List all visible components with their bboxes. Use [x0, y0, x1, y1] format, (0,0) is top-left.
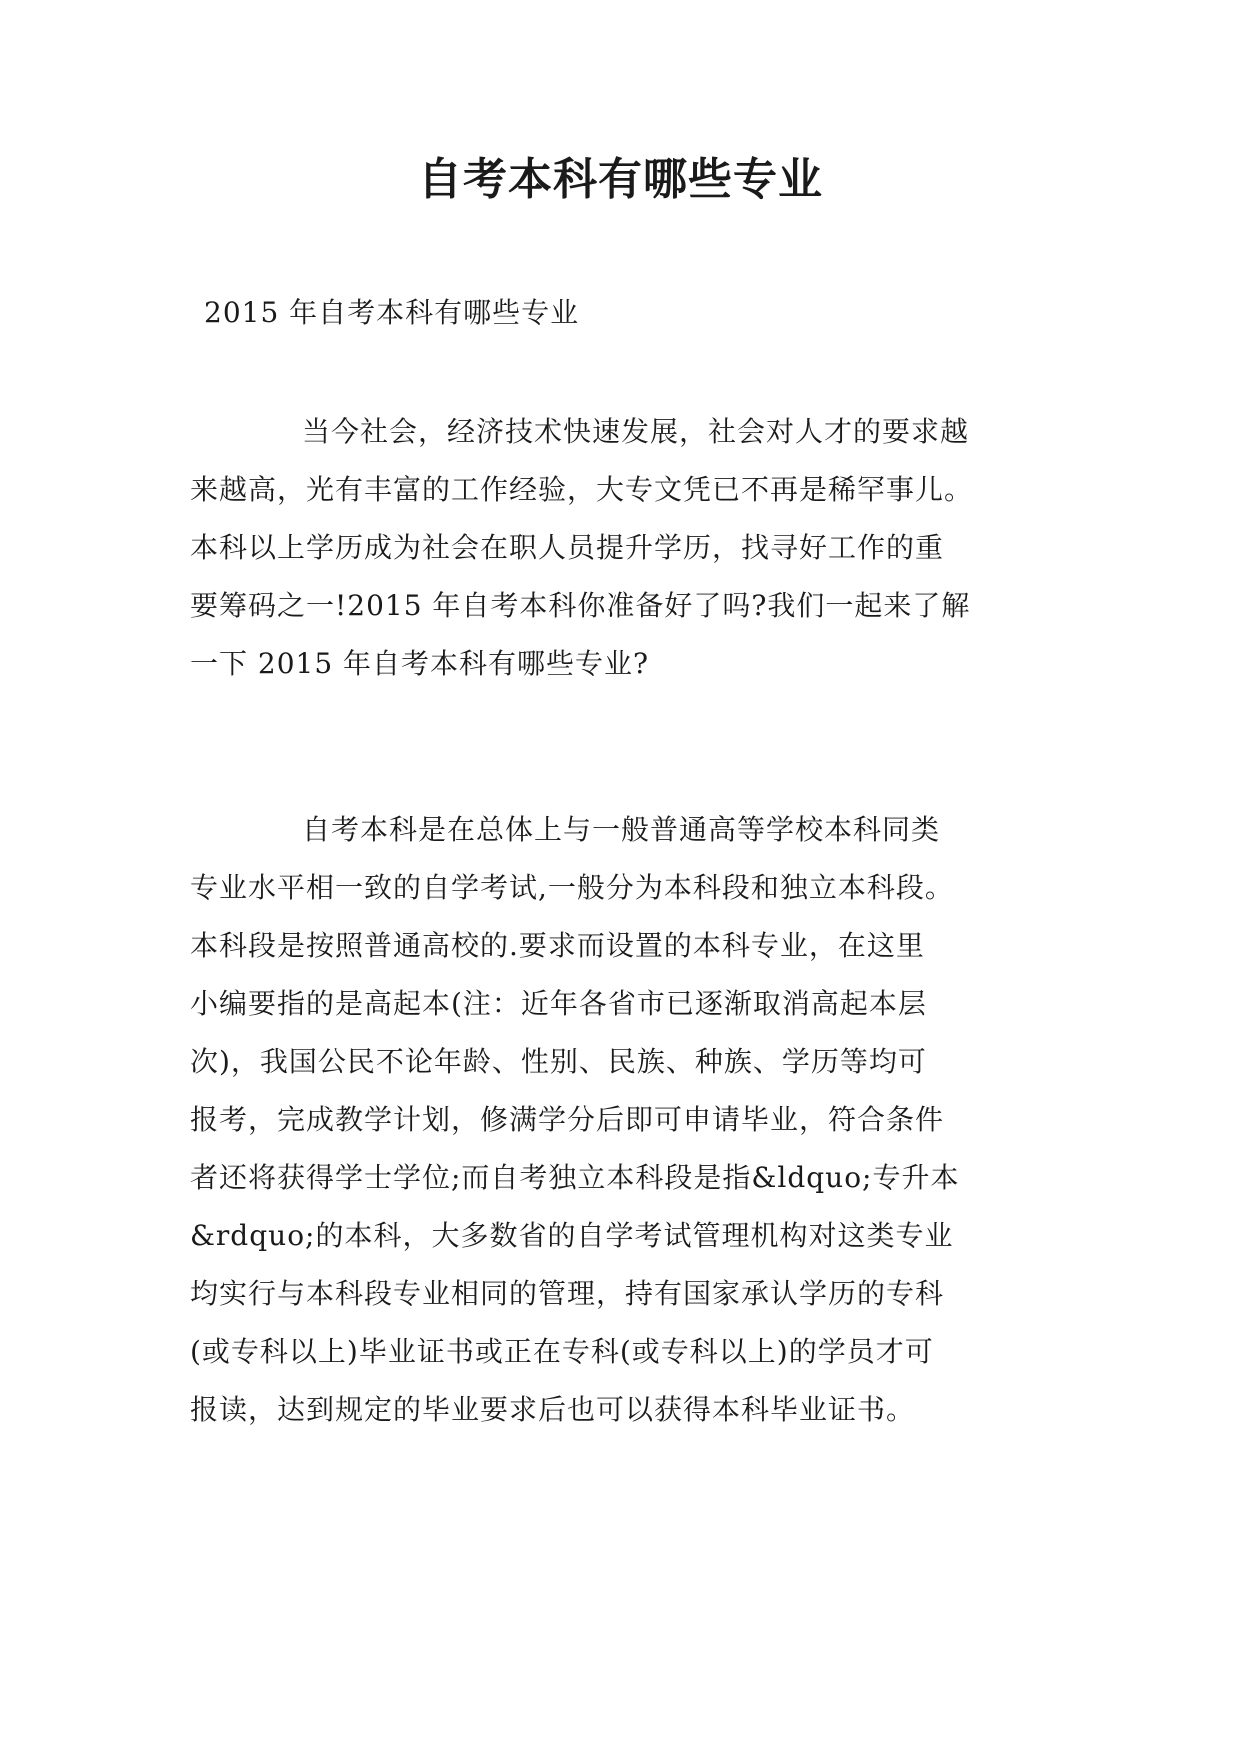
- paragraph-line: 本科以上学历成为社会在职人员提升学历，找寻好工作的重: [190, 531, 945, 564]
- paragraph-line: &rdquo;的本科，大多数省的自学考试管理机构对这类专业: [190, 1219, 954, 1252]
- paragraph-line: 报考，完成教学计划，修满学分后即可申请毕业，符合条件: [190, 1103, 945, 1136]
- paragraph-line: 要筹码之一!2015 年自考本科你准备好了吗?我们一起来了解: [190, 589, 971, 622]
- paragraph-line: 来越高，光有丰富的工作经验，大专文凭已不再是稀罕事儿。: [190, 473, 974, 506]
- paragraph-line: 一下 2015 年自考本科有哪些专业?: [190, 647, 650, 680]
- paragraph-line: (或专科以上)毕业证书或正在专科(或专科以上)的学员才可: [190, 1335, 934, 1368]
- paragraph-line: 次)，我国公民不论年龄、性别、民族、种族、学历等均可: [190, 1045, 927, 1078]
- paragraph-line: 本科段是按照普通高校的.要求而设置的本科专业，在这里: [190, 929, 925, 962]
- paragraph-line: 当今社会，经济技术快速发展，社会对人才的要求越: [302, 415, 970, 448]
- paragraph-line: 自考本科是在总体上与一般普通高等学校本科同类: [302, 813, 941, 846]
- paragraph-line: 报读，达到规定的毕业要求后也可以获得本科毕业证书。: [190, 1393, 916, 1426]
- document-title: 自考本科有哪些专业: [418, 154, 823, 205]
- paragraph-line: 均实行与本科段专业相同的管理，持有国家承认学历的专科: [190, 1277, 945, 1310]
- paragraph-intro: [190, 403, 1060, 693]
- paragraph-line: 专业水平相一致的自学考试,一般分为本科段和独立本科段。: [190, 871, 954, 904]
- paragraph-line: 小编要指的是高起本(注：近年各省市已逐渐取消高起本层: [190, 987, 927, 1020]
- paragraph-line: 者还将获得学士学位;而自考独立本科段是指&ldquo;专升本: [190, 1161, 960, 1194]
- paragraph-definition: [190, 801, 1060, 1439]
- document-subtitle: 2015 年自考本科有哪些专业: [204, 296, 580, 329]
